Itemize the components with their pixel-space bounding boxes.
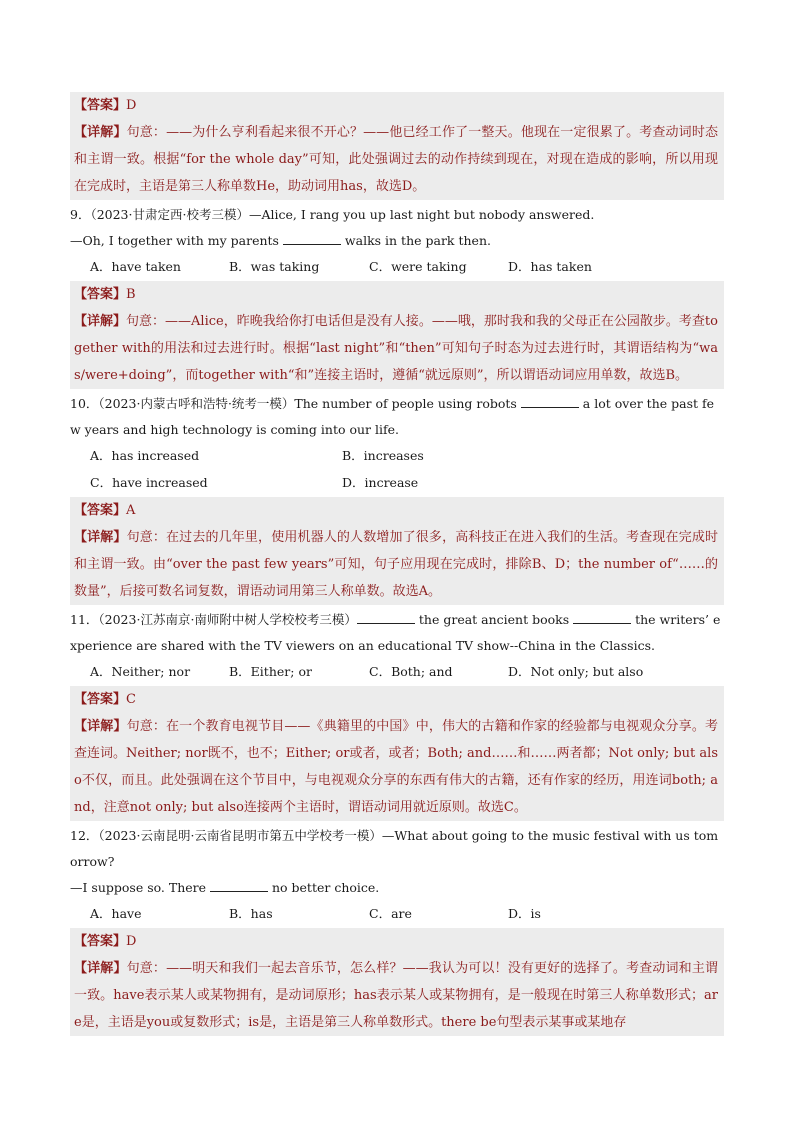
question-stem-text: 11．（2023·江苏南京·南师附中树人学校校考三模） bbox=[70, 612, 357, 627]
answer-value: A bbox=[126, 503, 136, 518]
option-c: C．are bbox=[369, 906, 412, 921]
detail-text: 句意：——Alice，昨晚我给你打电话但是没有人接。——哦，那时我和我的父母正在公园散步。考查together with的用法和过去进行时。根据“last night”和“then”可知句子时态为过去进行时，其谓语结构为“was/were+doing”，而together with“和”连接主语时，遵循“就远原则”，所以谓语动词应用单数，故选B。 bbox=[74, 314, 718, 383]
answer-blank-1 bbox=[357, 611, 415, 624]
question-10-options-row2 bbox=[70, 470, 724, 495]
answer-value: B bbox=[126, 287, 136, 302]
answer-tag: 【答案】 bbox=[74, 503, 127, 518]
answer-tag: 【答案】 bbox=[74, 934, 127, 949]
question-stem-text: 9．（2023·甘肃定西·校考三模）—Alice, I rang you up last night but nobody answered. bbox=[70, 207, 595, 222]
answer-value: D bbox=[126, 98, 137, 113]
answer-blank bbox=[521, 395, 579, 408]
answer-value: C bbox=[126, 692, 136, 707]
question-stem-text: the writers’ experience are shared with the TV viewers on an educational TV show--China in the Classics. bbox=[70, 612, 721, 653]
option-a: A．have bbox=[90, 906, 142, 921]
option-d: D．Not only; but also bbox=[508, 664, 644, 679]
question-stem-text: 10．（2023·内蒙古呼和浩特·统考一模）The number of people using robots bbox=[70, 396, 521, 411]
question-12-stem-line2 bbox=[70, 875, 724, 901]
question-stem-text: 12．（2023·云南昆明·云南省昆明市第五中学校考一模）—What about going to the music festival with us tomorrow? bbox=[70, 828, 719, 869]
detail-tag: 【详解】 bbox=[74, 314, 127, 329]
detail-block-11 bbox=[70, 713, 724, 821]
option-d: D．has taken bbox=[508, 259, 592, 274]
detail-text: 句意：——为什么亨利看起来很不开心？——他已经工作了一整天。他现在一定很累了。考查动词时态和主谓一致。根据“for the whole day”可知，此处强调过去的动作持续到现在，对现在造成的影响，所以用现在完成时，主语是第三人称单数He，助动词用has，故选D。 bbox=[74, 125, 718, 194]
option-a: A．have taken bbox=[90, 259, 181, 274]
answer-row-10 bbox=[70, 497, 724, 524]
option-a: A．has increased bbox=[90, 448, 200, 463]
question-11-options bbox=[70, 659, 724, 684]
option-b: B．Either; or bbox=[229, 664, 312, 679]
detail-tag: 【详解】 bbox=[74, 125, 127, 140]
detail-tag: 【详解】 bbox=[74, 530, 127, 545]
option-c: C．were taking bbox=[369, 259, 467, 274]
question-12-options bbox=[70, 901, 724, 926]
question-10-options-row1 bbox=[70, 443, 724, 468]
document-page bbox=[70, 92, 724, 1036]
answer-blank-2 bbox=[573, 611, 631, 624]
question-stem-text: walks in the park then. bbox=[340, 233, 491, 248]
question-10-stem bbox=[70, 391, 724, 443]
detail-block-10 bbox=[70, 524, 724, 605]
question-stem-text: a lot over the past few years and high technology is coming into our life. bbox=[70, 396, 715, 437]
question-9-options bbox=[70, 254, 724, 279]
question-stem-text: —I suppose so. There bbox=[70, 880, 210, 895]
question-11-stem bbox=[70, 607, 724, 659]
answer-tag: 【答案】 bbox=[74, 98, 127, 113]
answer-tag: 【答案】 bbox=[74, 287, 127, 302]
detail-tag: 【详解】 bbox=[74, 961, 127, 976]
question-9-stem bbox=[70, 202, 724, 228]
detail-block-12 bbox=[70, 955, 724, 1036]
option-d: D．is bbox=[508, 906, 541, 921]
question-stem-text: —Oh, I together with my parents bbox=[70, 233, 283, 248]
option-c: C．have increased bbox=[90, 475, 208, 490]
question-stem-text: no better choice. bbox=[268, 880, 380, 895]
option-b: B．has bbox=[229, 906, 273, 921]
answer-tag: 【答案】 bbox=[74, 692, 127, 707]
answer-blank bbox=[283, 232, 341, 245]
question-12-stem bbox=[70, 823, 724, 875]
answer-blank bbox=[210, 879, 268, 892]
option-d: D．increase bbox=[342, 475, 419, 490]
option-b: B．increases bbox=[342, 448, 424, 463]
detail-block-9 bbox=[70, 308, 724, 389]
option-c: C．Both; and bbox=[369, 664, 453, 679]
answer-value: D bbox=[126, 934, 137, 949]
detail-text: 句意：在一个教育电视节目——《典籍里的中国》中，伟大的古籍和作家的经验都与电视观众分享。考查连词。Neither; nor既不，也不；Either; or或者，或者；Both; and……和……两者都；Not only; but also不仅，而且。此处强调在这个节目中，与电视观众分享的东西有伟大的古籍，还有作家的经历，用连词both; and，注意not only; but also连接两个主语时，谓语动词用就近原则。故选C。 bbox=[74, 719, 718, 815]
option-a: A．Neither; nor bbox=[90, 664, 191, 679]
answer-row-8 bbox=[70, 92, 724, 119]
answer-row-12 bbox=[70, 928, 724, 955]
option-b: B．was taking bbox=[229, 259, 320, 274]
detail-text: 句意：——明天和我们一起去音乐节，怎么样？——我认为可以！没有更好的选择了。考查动词和主谓一致。have表示某人或某物拥有，是动词原形；has表示某人或某物拥有，是一般现在时第三人称单数形式；are是，主语是you或复数形式；is是，主语是第三人称单数形式。there be句型表示某事或某地存 bbox=[74, 961, 718, 1030]
answer-row-9 bbox=[70, 281, 724, 308]
detail-tag: 【详解】 bbox=[74, 719, 127, 734]
answer-row-11 bbox=[70, 686, 724, 713]
question-9-stem-line2 bbox=[70, 228, 724, 254]
detail-block-8 bbox=[70, 119, 724, 200]
detail-text: 句意：在过去的几年里，使用机器人的人数增加了很多，高科技正在进入我们的生活。考查现在完成时和主谓一致。由“over the past few years”可知，句子应用现在完成时，排除B、D；the number of“……的数量”，后接可数名词复数，谓语动词用第三人称单数。故选A。 bbox=[74, 530, 718, 599]
question-stem-text: the great ancient books bbox=[414, 612, 574, 627]
